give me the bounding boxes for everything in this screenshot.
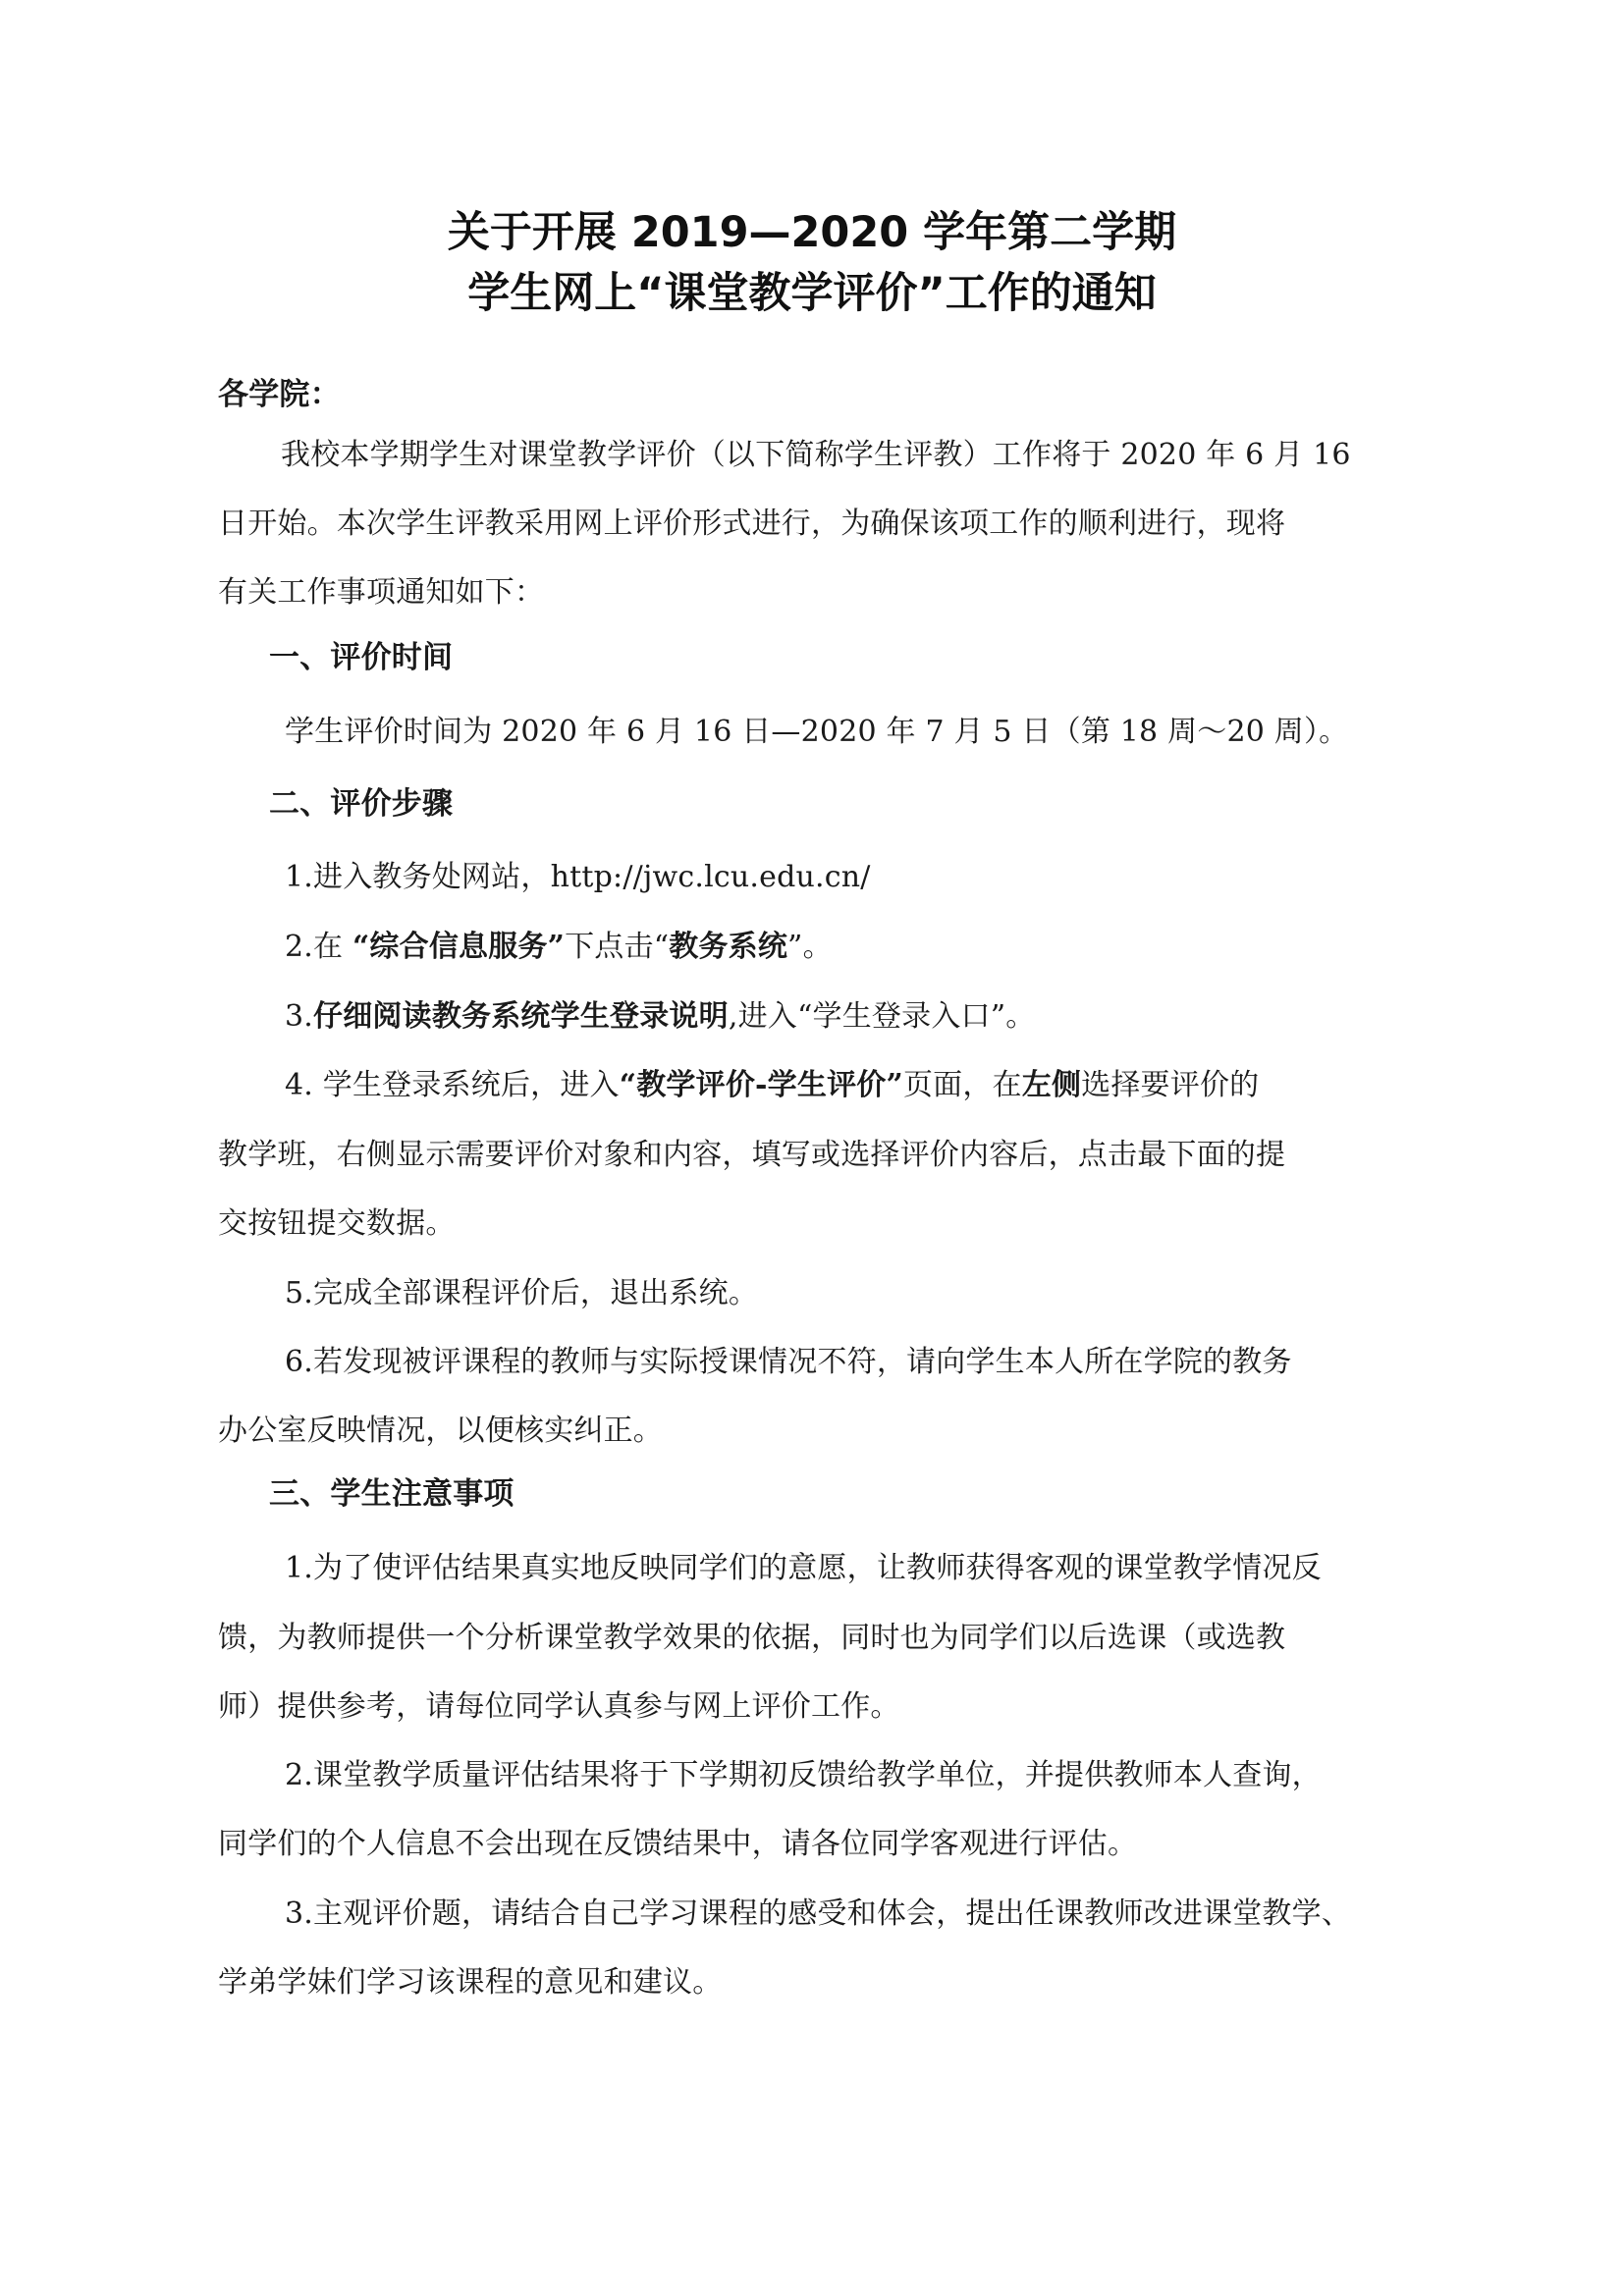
intro-line-1: 我校本学期学生对课堂教学评价（以下简称学生评教）工作将于 2020 年 6 月 16 [281,438,1351,472]
intro-line-3: 有关工作事项通知如下： [218,575,545,610]
step-2-pre: 2.在 [285,930,352,964]
step-4-line-3: 交按钮提交数据。 [218,1206,456,1241]
section-3-heading: 三、学生注意事项 [269,1476,514,1512]
step-3-post: ,进入“学生登录入口”。 [728,999,1036,1034]
step-4-bold-2: 左侧 [1021,1068,1082,1102]
title-line-1: 关于开展 2019—2020 学年第二学期 [447,208,1177,257]
item-1-line-1: 1.为了使评估结果真实地反映同学们的意愿，让教师获得客观的课堂教学情况反 [285,1551,1322,1585]
step-1: 1.进入教务处网站，http://jwc.lcu.edu.cn/ [285,860,871,894]
step-3-pre: 3. [285,999,314,1034]
title-line-2: 学生网上“课堂教学评价”工作的通知 [467,269,1157,318]
step-2-post: ”。 [787,930,833,964]
step-3 [285,997,1035,1037]
step-2-bold-2: 教务系统 [669,930,788,964]
section-1-text: 学生评价时间为 2020 年 6 月 16 日—2020 年 7 月 5 日（第 18 周～20 周）。 [285,715,1349,749]
item-1-line-2: 馈，为教师提供一个分析课堂教学效果的依据，同时也为同学们以后选课（或选教 [218,1621,1286,1655]
item-1-line-3: 师）提供参考，请每位同学认真参与网上评价工作。 [218,1689,900,1724]
step-2 [285,928,833,967]
step-4-bold-1: “教学评价-学生评价” [619,1068,903,1102]
step-6-line-1: 6.若发现被评课程的教师与实际授课情况不符，请向学生本人所在学院的教务 [285,1345,1292,1379]
section-2-heading: 二、评价步骤 [269,786,454,822]
step-5: 5.完成全部课程评价后，退出系统。 [285,1276,759,1310]
step-4-mid: 页面，在 [902,1068,1022,1102]
step-4-post: 选择要评价的 [1081,1068,1260,1102]
section-1-heading: 一、评价时间 [269,640,454,675]
step-4-pre: 4. 学生登录系统后，进入 [285,1068,620,1102]
salutation: 各学院： [218,377,341,412]
item-2-line-2: 同学们的个人信息不会出现在反馈结果中，请各位同学客观进行评估。 [218,1827,1138,1861]
step-2-bold-1: “综合信息服务” [352,930,566,964]
step-4-line-2: 教学班，右侧显示需要评价对象和内容，填写或选择评价内容后，点击最下面的提 [218,1138,1286,1172]
item-2-line-1: 2.课堂教学质量评估结果将于下学期初反馈给教学单位，并提供教师本人查询， [285,1758,1322,1792]
item-3-line-1: 3.主观评价题，请结合自己学习课程的感受和体会，提出任课教师改进课堂教学、 [285,1896,1352,1931]
intro-line-2: 日开始。本次学生评教采用网上评价形式进行，为确保该项工作的顺利进行，现将 [218,507,1286,541]
item-3-line-2: 学弟学妹们学习该课程的意见和建议。 [218,1965,723,2000]
step-3-bold: 仔细阅读教务系统学生登录说明 [313,999,729,1034]
step-6-line-2: 办公室反映情况，以便核实纠正。 [218,1414,663,1448]
step-4-line-1 [285,1066,1259,1105]
step-2-mid: 下点击“ [565,930,670,964]
